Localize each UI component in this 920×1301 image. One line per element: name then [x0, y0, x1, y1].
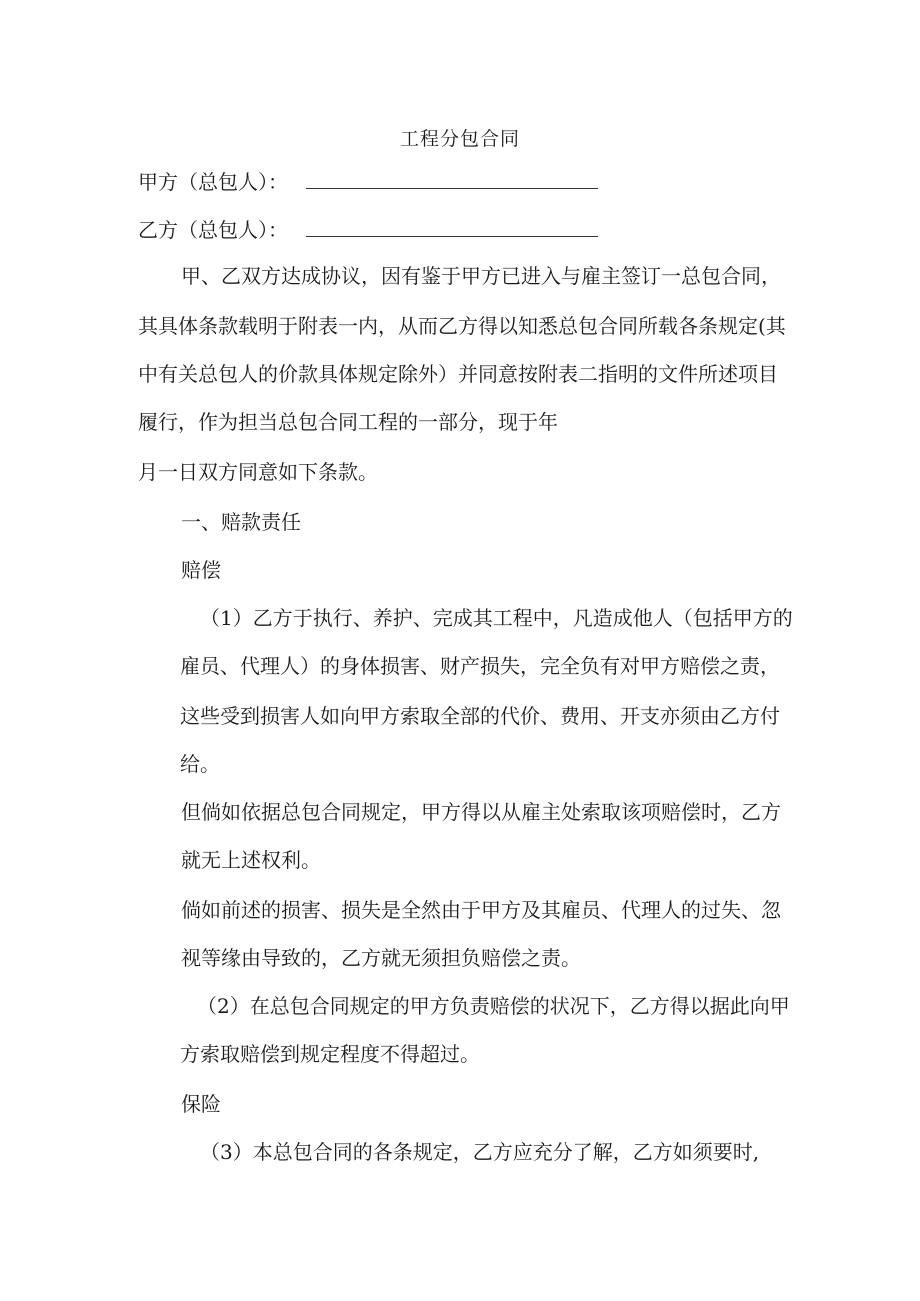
party-a-line [138, 168, 598, 196]
clause-line: （2）在总包合同规定的甲方负责赔偿的状况下，乙方得以据此向甲 [197, 994, 790, 1018]
clause-line: 方索取赔偿到规定程度不得超过。 [180, 1042, 480, 1066]
subsection-heading: 保险 [181, 1092, 221, 1116]
party-a-blank[interactable] [306, 168, 598, 189]
paragraph-line: 但倘如依据总包合同规定，甲方得以从雇主处索取该项赔偿时，乙方 [181, 800, 781, 824]
paragraph-line: 就无上述权利。 [181, 848, 321, 872]
clause-line: 这些受到损害人如向甲方索取全部的代价、费用、开支亦须由乙方付 [180, 704, 780, 728]
document-title: 工程分包合同 [399, 128, 520, 150]
intro-line: 其具体条款载明于附表一内，从而乙方得以知悉总包合同所载各条规定(其 [138, 314, 786, 338]
party-b-label: 乙方（总包人）： [138, 218, 288, 242]
section-heading: 一、赔款责任 [181, 510, 301, 534]
paragraph-line: 倘如前述的损害、损失是全然由于甲方及其雇员、代理人的过失、忽 [181, 898, 781, 922]
paragraph-line: 视等缘由导致的，乙方就无须担负赔偿之责。 [181, 946, 581, 970]
clause-line: （3）本总包合同的各条规定，乙方应充分了解，乙方如须要时, [200, 1140, 760, 1164]
clause-line: 雇员、代理人）的身体损害、财产损失，完全负有对甲方赔偿之责， [180, 654, 780, 678]
party-b-blank[interactable] [306, 216, 598, 237]
party-a-label: 甲方（总包人）： [138, 170, 288, 194]
party-b-line [138, 216, 598, 244]
subsection-heading: 赔偿 [181, 558, 221, 582]
clause-line: （1）乙方于执行、养护、完成其工程中，凡造成他人（包括甲方的 [200, 606, 793, 630]
intro-line: 中有关总包人的价款具体规定除外）并同意按附表二指明的文件所述项目 [138, 362, 778, 386]
clause-line: 给。 [180, 752, 220, 776]
intro-line: 履行，作为担当总包合同工程的一部分，现于年 [138, 410, 558, 434]
intro-line: 甲、乙双方达成协议，因有鉴于甲方已进入与雇主签订一总包合同， [181, 264, 781, 288]
intro-line: 月一日双方同意如下条款。 [138, 460, 378, 484]
